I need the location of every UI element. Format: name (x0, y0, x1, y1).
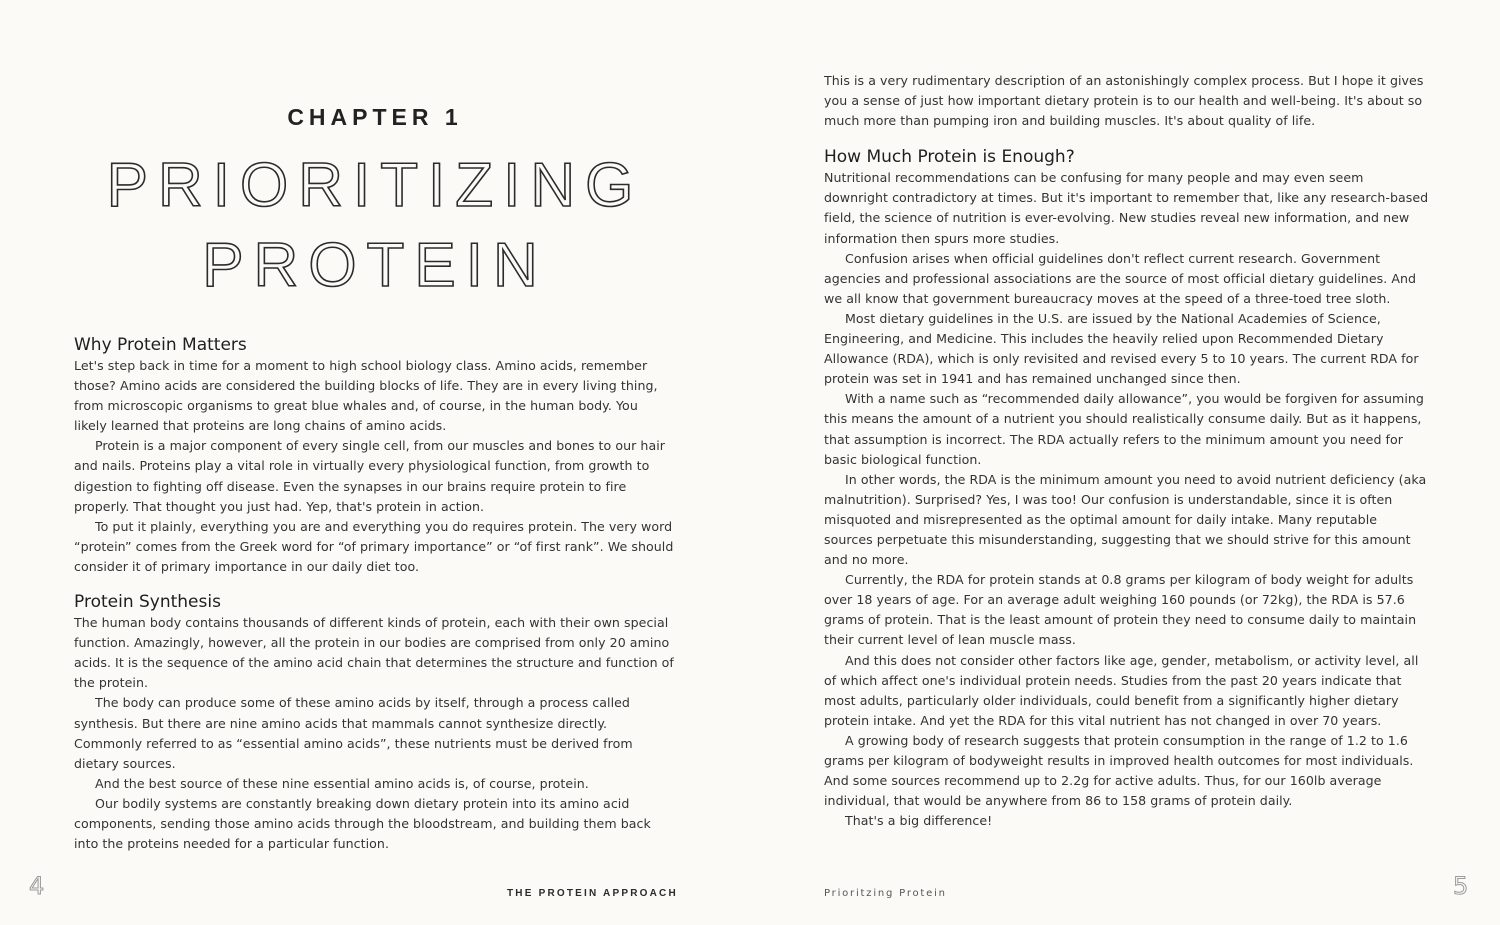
paragraph: That's a big difference! (845, 813, 993, 829)
section-heading-how-much-protein: How Much Protein is Enough? (824, 147, 1075, 168)
section-heading-protein-synthesis: Protein Synthesis (74, 592, 221, 613)
paragraph: With a name such as “recommended daily allowance”, you would be forgiven for assuming this means the amount of a nutrient you should realistically consume daily. But as it happens, that assumption is incorrect. The RDA actually refers to the minimum amount you need for basic biological function. (824, 391, 1424, 467)
paragraph: Our bodily systems are constantly breaking down dietary protein into its amino acid components, sending those amino acids through the bloodstream, and building them back into the proteins needed for a particular function. (74, 795, 651, 852)
paragraph: A growing body of research suggests that protein consumption in the range of 1.2 to 1.6 grams per kilogram of bodyweight results in improved health outcomes for most individuals. And some sources recommend up to 2.2g for active adults. Thus, for our 160lb average individual, that would be anywhere from 86 to 158 grams of protein daily. (824, 732, 1414, 809)
chapter-title-line-1: PRIORITIZING (106, 151, 644, 220)
paragraph: This is a very rudimentary description of an astonishingly complex process. But I hope it gives you a sense of just how important dietary protein is to our health and well-being. It's about so much more than pumping iron and building muscles. It's about quality of life. (824, 73, 1424, 129)
paragraph: To put it plainly, everything you are and everything you do requires protein. The very word “protein” comes from the Greek word for “of primary importance” or “of first rank”. We should consider it of primary importance in our daily diet too. (74, 518, 674, 574)
section-heading-why-protein-matters: Why Protein Matters (74, 335, 247, 355)
running-head-left: THE PROTEIN APPROACH (507, 888, 678, 899)
page-number-left: 4 (29, 872, 45, 900)
paragraph: Protein is a major component of every single cell, from our muscles and bones to our hair and nails. Proteins play a vital role in virtually every physiological function, from growth to digestion to fighting off disease. Even the synapses in our brains require protein to fire properly. That thought you just had. Yep, that's protein in action. (74, 438, 665, 514)
paragraph: And this does not consider other factors like age, gender, metabolism, or activity level, all of which affect one's individual protein needs. Studies from the past 20 years indicate that most adults, particularly older individuals, could benefit from a significantly higher dietary protein intake. And yet the RDA for this vital nutrient has not changed in over 70 years. (824, 652, 1419, 728)
right-text-column (824, 71, 1429, 831)
paragraph: In other words, the RDA is the minimum amount you need to avoid nutrient deficiency (aka malnutrition). Surprised? Yes, I was too! Our confusion is understandable, since it is often misquoted and misrepresented as the optimal amount for daily intake. Many reputable sources perpetuate this misunderstanding, suggesting that we should strive for this amount and no more. (824, 471, 1427, 568)
paragraph: Most dietary guidelines in the U.S. are issued by the National Academies of Science, Engineering, and Medicine. This includes the heavily relied upon Recommended Dietary Allowance (RDA), which is only revisited and revised every 5 to 10 years. The current RDA for protein was set in 1941 and has remained unchanged since then. (824, 310, 1419, 387)
chapter-title-line-2: PROTEIN (202, 231, 548, 300)
paragraph: Currently, the RDA for protein stands at 0.8 grams per kilogram of body weight for adults over 18 years of age. For an average adult weighing 160 pounds (or 72kg), the RDA is 57.6 grams of protein. That is the least amount of protein they need to consume daily to maintain their current level of lean muscle mass. (824, 572, 1417, 648)
paragraph: And the best source of these nine essential amino acids is, of course, protein. (95, 775, 589, 791)
paragraph: Nutritional recommendations can be confusing for many people and may even seem downright contradictory at times. But it's important to remember that, like any research-based field, the science of nutrition is ever-evolving. New studies reveal new information, and new information then spurs more studies. (824, 170, 1429, 246)
running-head-right: Prioritzing Protein (824, 888, 947, 899)
left-text-column (74, 334, 674, 854)
paragraph: Confusion arises when official guidelines don't reflect current research. Government agencies and professional associations are the source of most official dietary guidelines. And we all know that government bureaucracy moves at the speed of a three-toed tree sloth. (824, 250, 1417, 306)
paragraph: The human body contains thousands of different kinds of protein, each with their own special function. Amazingly, however, all the protein in our bodies are comprised from only 20 amino acids. It is the sequence of the amino acid chain that determines the structure and function of the protein. (74, 615, 674, 691)
chapter-label: CHAPTER 1 (287, 104, 463, 130)
right-page (750, 0, 1500, 925)
chapter-title (60, 146, 690, 306)
paragraph: Let's step back in time for a moment to high school biology class. Amino acids, remember those? Amino acids are considered the building blocks of life. They are in every living thing, from microscopic organisms to great blue whales and, of course, in the human body. You likely learned that proteins are long chains of amino acids. (74, 358, 658, 434)
paragraph: The body can produce some of these amino acids by itself, through a process called synthesis. But there are nine amino acids that mammals cannot synthesize directly. Commonly referred to as “essential amino acids”, these nutrients must be derived from dietary sources. (74, 695, 633, 771)
page-number-right: 5 (1453, 872, 1469, 900)
